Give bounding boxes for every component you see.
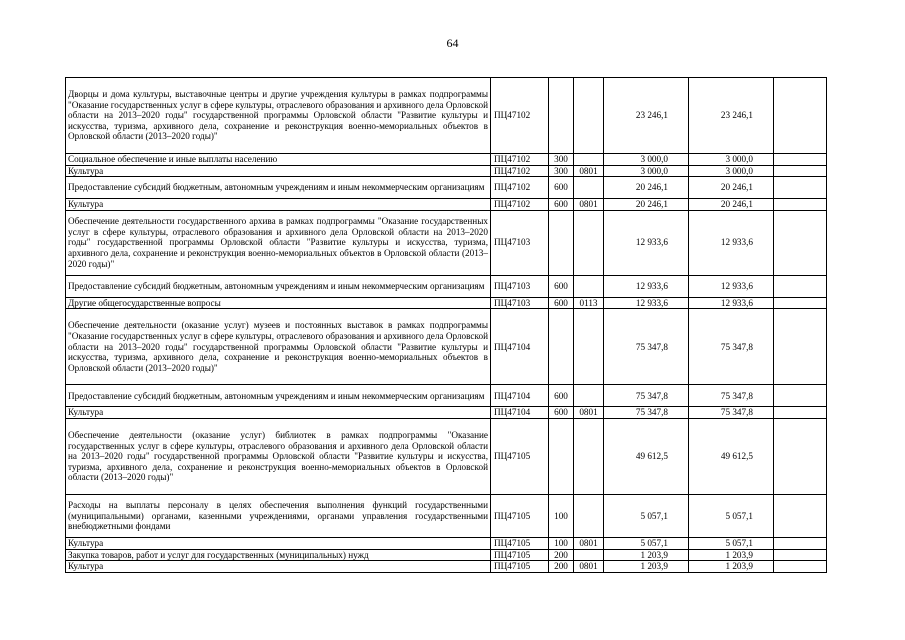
row-section-code: 0801 [574,537,604,549]
row-expense-type: 300 [549,154,574,166]
row-empty-cell [774,561,827,573]
row-amount-2: 20 246,1 [689,199,774,211]
row-section-code [574,549,604,561]
row-amount-1: 12 933,6 [604,297,689,309]
row-amount-1: 20 246,1 [604,199,689,211]
row-amount-1: 75 347,8 [604,385,689,407]
row-target-code: ПЦ47105 [491,549,549,561]
row-amount-1: 3 000,0 [604,165,689,177]
row-target-code: ПЦ47103 [491,210,549,275]
row-empty-cell [774,418,827,494]
row-description: Предоставление субсидий бюджетным, автономным учреждениям и иным некоммерческим организациям [66,275,491,297]
row-empty-cell [774,165,827,177]
row-target-code: ПЦ47105 [491,494,549,537]
table-row [66,407,827,419]
row-description: Обеспечение деятельности (оказание услуг) музеев и постоянных выставок в рамках подпрограммы "Оказание государственных услуг в сфере культуры, отраслевого образования и архивного дела Орловской области на 2013–2020 годы" государственной программы Орловской области "Развитие культуры и искусства, туризма, архивного дела, сохранение и реконструкция военно-мемориальных объектов в Орловской области (2013–2020 годы)" [66,309,491,385]
row-empty-cell [774,275,827,297]
row-target-code: ПЦ47104 [491,385,549,407]
row-expense-type [549,418,574,494]
table-row [66,549,827,561]
row-description: Предоставление субсидий бюджетным, автономным учреждениям и иным некоммерческим организациям [66,177,491,199]
row-amount-2: 5 057,1 [689,537,774,549]
row-amount-2: 75 347,8 [689,385,774,407]
row-empty-cell [774,494,827,537]
row-target-code: ПЦ47105 [491,418,549,494]
row-amount-2: 1 203,9 [689,549,774,561]
row-description: Дворцы и дома культуры, выставочные центры и другие учреждения культуры в рамках подпрограммы "Оказание государственных услуг в сфере культуры, отраслевого образования и архивного дела Орловской области на 2013–2020 годы" государственной программы Орловской области "Развитие культуры и искусства, туризма, архивного дела, сохранение и реконструкция военно-мемориальных объектов в Орловской области (2013–2020 годы)" [66,78,491,154]
row-empty-cell [774,177,827,199]
row-section-code: 0113 [574,297,604,309]
table-row [66,78,827,154]
row-empty-cell [774,154,827,166]
row-section-code [574,275,604,297]
row-empty-cell [774,309,827,385]
row-description: Расходы на выплаты персоналу в целях обеспечения выполнения функций государственными (муниципальными) органами, казенными учреждениями, органами управления государственными внебюджетными фондами [66,494,491,537]
row-target-code: ПЦ47104 [491,407,549,419]
row-target-code: ПЦ47102 [491,199,549,211]
table-row [66,309,827,385]
row-expense-type: 600 [549,177,574,199]
row-target-code: ПЦ47103 [491,297,549,309]
table-row [66,275,827,297]
row-amount-2: 23 246,1 [689,78,774,154]
table-row [66,494,827,537]
table-row [66,199,827,211]
row-section-code [574,78,604,154]
row-description: Социальное обеспечение и иные выплаты населению [66,154,491,166]
row-expense-type: 600 [549,407,574,419]
row-empty-cell [774,78,827,154]
row-expense-type: 200 [549,549,574,561]
table-body [66,78,827,573]
row-description: Предоставление субсидий бюджетным, автономным учреждениям и иным некоммерческим организациям [66,385,491,407]
row-empty-cell [774,297,827,309]
row-amount-2: 1 203,9 [689,561,774,573]
row-empty-cell [774,210,827,275]
row-amount-1: 5 057,1 [604,537,689,549]
row-description: Культура [66,537,491,549]
row-target-code: ПЦ47102 [491,165,549,177]
row-section-code [574,210,604,275]
row-section-code: 0801 [574,199,604,211]
row-empty-cell [774,407,827,419]
row-amount-2: 3 000,0 [689,165,774,177]
row-description: Обеспечение деятельности государственного архива в рамках подпрограммы "Оказание государственных услуг в сфере культуры, отраслевого образования и архивного дела Орловской области на 2013–2020 годы" государственной программы Орловской области "Развитие культуры и искусства, туризма, архивного дела, сохранение и реконструкция военно-мемориальных объектов в Орловской области (2013–2020 годы)" [66,210,491,275]
row-expense-type: 600 [549,199,574,211]
table-row [66,154,827,166]
row-description: Культура [66,407,491,419]
row-empty-cell [774,385,827,407]
row-target-code: ПЦ47102 [491,177,549,199]
row-section-code: 0801 [574,407,604,419]
row-section-code [574,177,604,199]
row-expense-type [549,78,574,154]
row-target-code: ПЦ47105 [491,537,549,549]
table-row [66,165,827,177]
table-row [66,297,827,309]
row-amount-2: 3 000,0 [689,154,774,166]
row-section-code: 0801 [574,561,604,573]
row-expense-type: 300 [549,165,574,177]
row-target-code: ПЦ47102 [491,78,549,154]
row-amount-1: 1 203,9 [604,549,689,561]
row-amount-1: 12 933,6 [604,275,689,297]
row-amount-1: 23 246,1 [604,78,689,154]
row-amount-1: 3 000,0 [604,154,689,166]
row-amount-2: 5 057,1 [689,494,774,537]
row-amount-2: 75 347,8 [689,407,774,419]
row-empty-cell [774,537,827,549]
table-row [66,385,827,407]
row-description: Культура [66,199,491,211]
row-empty-cell [774,549,827,561]
row-expense-type [549,210,574,275]
table-row [66,210,827,275]
row-amount-1: 12 933,6 [604,210,689,275]
row-amount-1: 75 347,8 [604,309,689,385]
row-section-code: 0801 [574,165,604,177]
row-description: Обеспечение деятельности (оказание услуг) библиотек в рамках подпрограммы "Оказание государственных услуг в сфере культуры, отраслевого образования и архивного дела Орловской области на 2013–2020 годы" государственной программы Орловской области "Развитие культуры и искусства, туризма, архивного дела, сохранение и реконструкция военно-мемориальных объектов в Орловской области (2013–2020 годы)" [66,418,491,494]
budget-table [65,77,827,573]
row-target-code: ПЦ47102 [491,154,549,166]
row-expense-type: 100 [549,494,574,537]
row-description: Культура [66,561,491,573]
table-row [66,418,827,494]
row-empty-cell [774,199,827,211]
row-expense-type: 600 [549,297,574,309]
table-row [66,177,827,199]
row-description: Культура [66,165,491,177]
row-amount-2: 12 933,6 [689,275,774,297]
row-section-code [574,418,604,494]
row-amount-2: 75 347,8 [689,309,774,385]
table-row [66,537,827,549]
row-description: Другие общегосударственные вопросы [66,297,491,309]
row-expense-type: 100 [549,537,574,549]
row-target-code: ПЦ47105 [491,561,549,573]
row-amount-1: 1 203,9 [604,561,689,573]
row-amount-2: 20 246,1 [689,177,774,199]
row-amount-2: 12 933,6 [689,297,774,309]
row-section-code [574,494,604,537]
row-expense-type: 600 [549,275,574,297]
page-number: 64 [446,36,459,50]
row-amount-1: 75 347,8 [604,407,689,419]
row-section-code [574,154,604,166]
table-row [66,561,827,573]
row-section-code [574,309,604,385]
row-amount-2: 49 612,5 [689,418,774,494]
row-expense-type [549,309,574,385]
row-section-code [574,385,604,407]
row-expense-type: 600 [549,385,574,407]
row-amount-1: 5 057,1 [604,494,689,537]
row-expense-type: 200 [549,561,574,573]
row-amount-1: 49 612,5 [604,418,689,494]
row-target-code: ПЦ47104 [491,309,549,385]
row-description: Закупка товаров, работ и услуг для государственных (муниципальных) нужд [66,549,491,561]
row-amount-2: 12 933,6 [689,210,774,275]
row-target-code: ПЦ47103 [491,275,549,297]
row-amount-1: 20 246,1 [604,177,689,199]
